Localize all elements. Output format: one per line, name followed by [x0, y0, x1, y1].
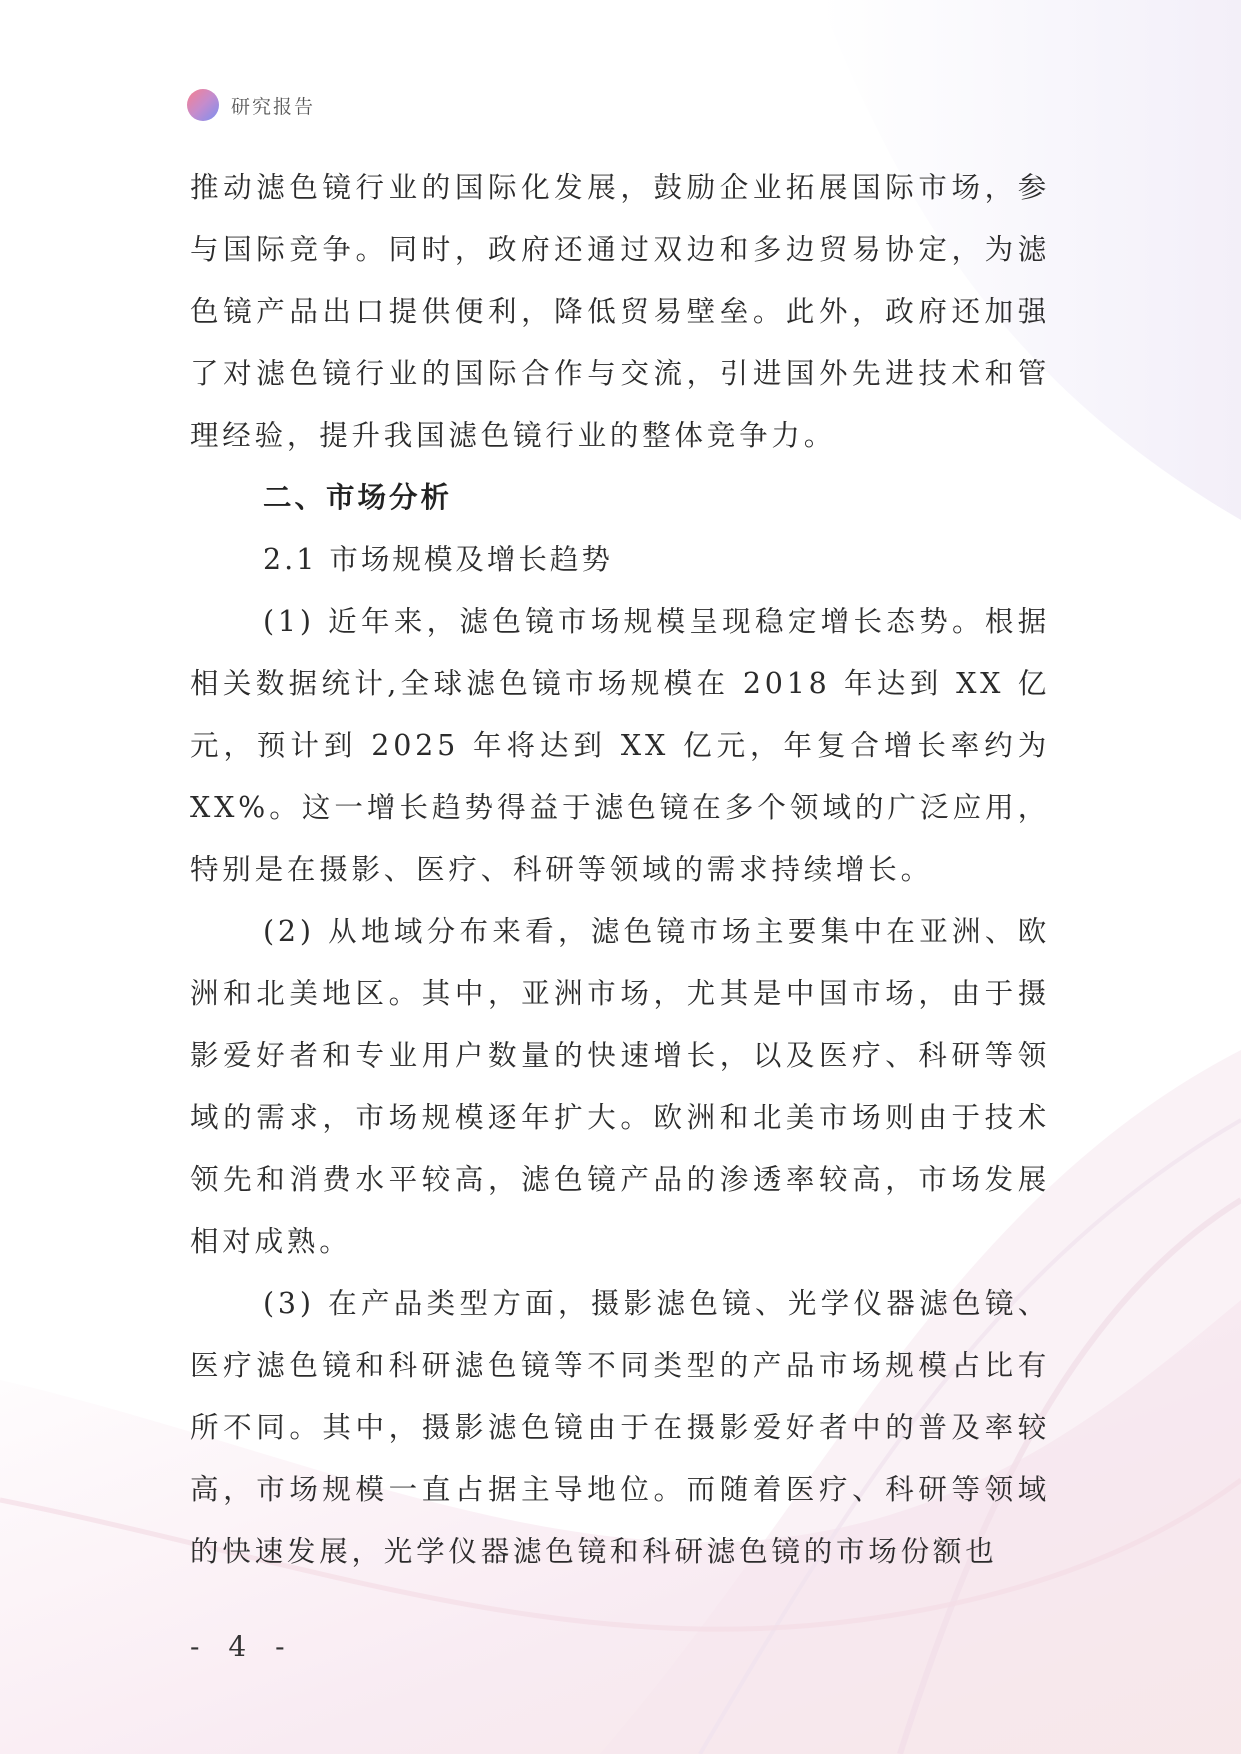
paragraph-regional-distribution: (2) 从地域分布来看，滤色镜市场主要集中在亚洲、欧洲和北美地区。其中，亚洲市场，尤其是中国市场，由于摄影爱好者和专业用户数量的快速增长，以及医疗、科研等领域的需求，市场规模逐年扩大。欧洲和北美市场则由于技术领先和消费水平较高，滤色镜产品的渗透率较高，市场发展相对成熟。 [190, 915, 1050, 1258]
document-body [190, 157, 1050, 1583]
header-title: 研究报告 [231, 95, 316, 118]
section-heading: 二、市场分析 [263, 481, 453, 514]
report-header [187, 89, 315, 121]
paragraph-intro: 推动滤色镜行业的国际化发展，鼓励企业拓展国际市场，参与国际竞争。同时，政府还通过双边和多边贸易协定，为滤色镜产品出口提供便利，降低贸易壁垒。此外，政府还加强了对滤色镜行业的国际合作与交流，引进国外先进技术和管理经验，提升我国滤色镜行业的整体竞争力。 [190, 171, 1050, 452]
logo-circle-icon [187, 89, 219, 121]
subsection-heading: 2.1 市场规模及增长趋势 [263, 543, 613, 576]
page-number: - 4 - [190, 1630, 295, 1663]
paragraph-product-types: (3) 在产品类型方面，摄影滤色镜、光学仪器滤色镜、医疗滤色镜和科研滤色镜等不同类型的产品市场规模占比有所不同。其中，摄影滤色镜由于在摄影爱好者中的普及率较高，市场规模一直占据主导地位。而随着医疗、科研等领域的快速发展，光学仪器滤色镜和科研滤色镜的市场份额也 [190, 1287, 1050, 1568]
paragraph-market-size: (1) 近年来，滤色镜市场规模呈现稳定增长态势。根据相关数据统计,全球滤色镜市场规模在 2018 年达到 XX 亿元，预计到 2025 年将达到 XX 亿元，年复合增长率约为 XX%。这一增长趋势得益于滤色镜在多个领域的广泛应用，特别是在摄影、医疗、科研等领域的需求持续增长。 [190, 605, 1050, 886]
